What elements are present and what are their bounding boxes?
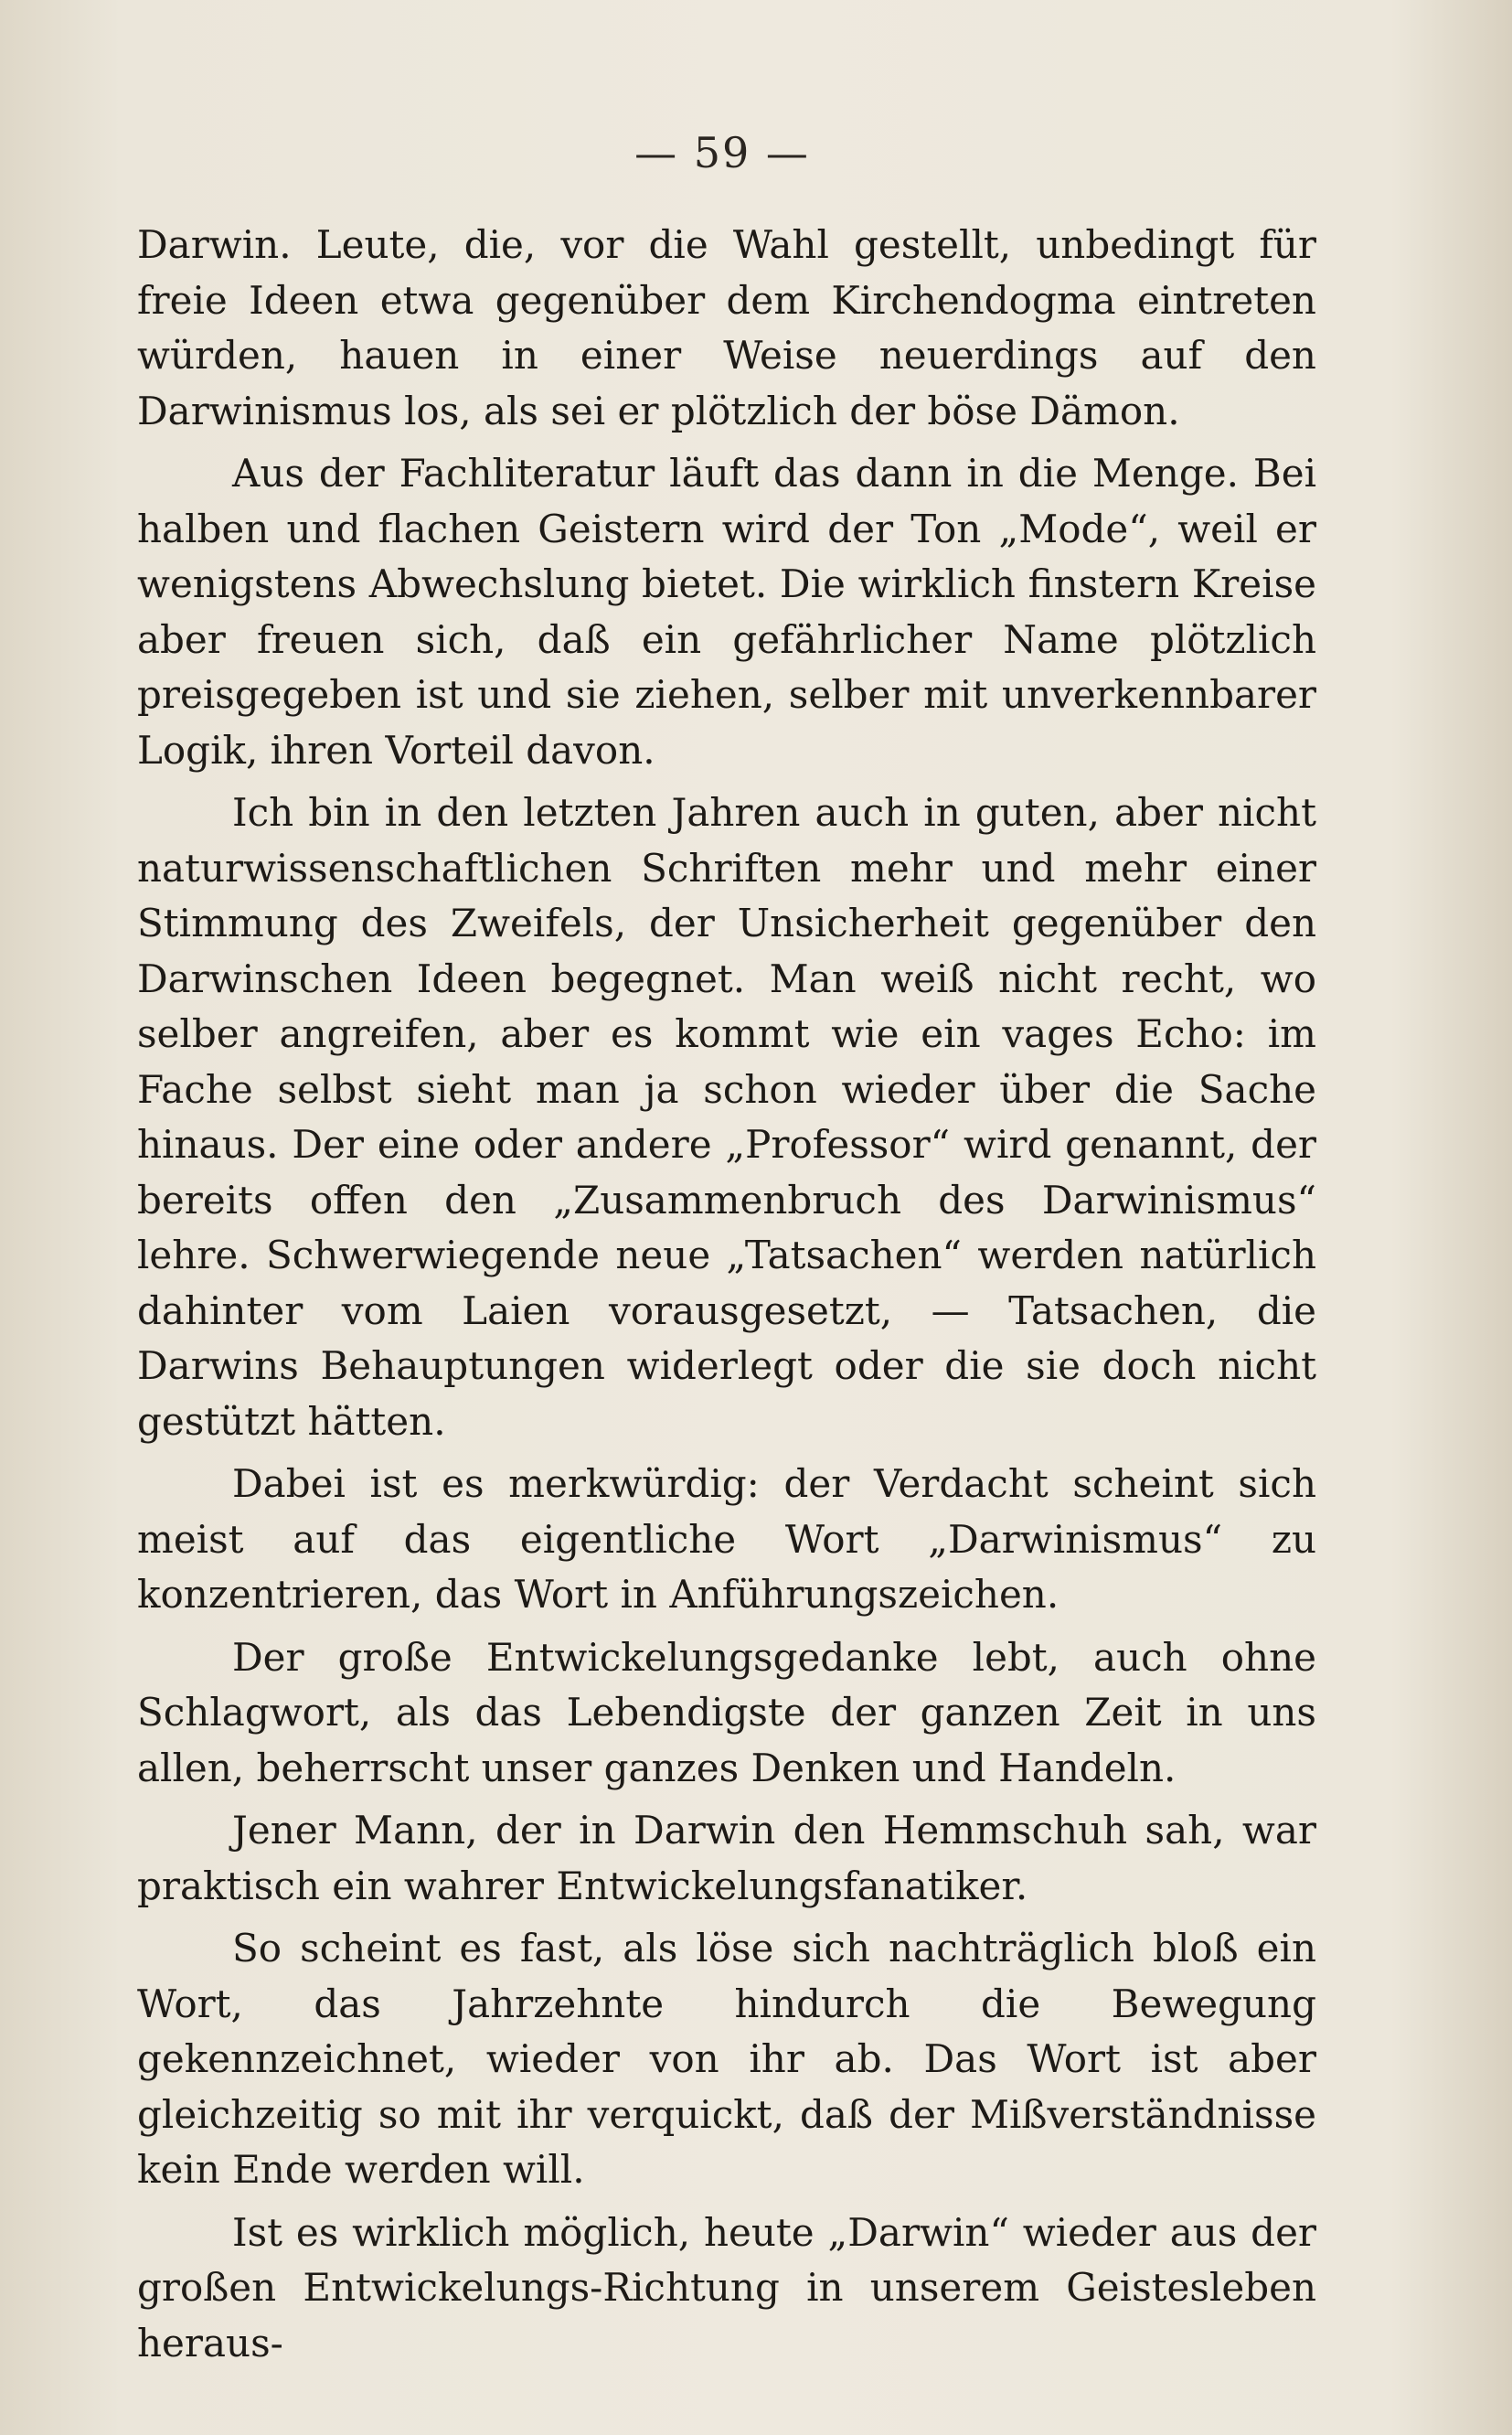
paragraph-5: Der große Entwickelungsgedanke lebt, auch ohne Schlagwort, als das Lebendigste der ganzen Zeit in uns allen, beherrscht unser ganzes Denken und Handeln. <box>137 1634 1316 1790</box>
paragraph-6: Jener Mann, der in Darwin den Hemmschuh sah, war praktisch ein wahrer Entwickelungsfanatiker. <box>137 1808 1316 1908</box>
paragraph-1: Darwin. Leute, die, vor die Wahl gestellt, unbedingt für freie Ideen etwa gegenüber dem Kirchendogma eintreten würden, hauen in einer Weise neuerdings auf den Darwinismus los, als sei er plötzlich der böse Dämon. <box>137 222 1316 433</box>
paragraph-8: Ist es wirklich möglich, heute „Darwin“ wieder aus der großen Entwickelungs-Richtung in unserem Geistesleben heraus- <box>137 2209 1316 2366</box>
paragraph-4: Dabei ist es merkwürdig: der Verdacht scheint sich meist auf das eigentliche Wort „Darwinismus“ zu konzentrieren, das Wort in Anführungszeichen. <box>137 1461 1316 1617</box>
paragraph-7: So scheint es fast, als löse sich nachträglich bloß ein Wort, das Jahrzehnte hindurch die Bewegung gekennzeichnet, wieder von ihr ab. Das Wort ist aber gleichzeitig so mit ihr verquickt, daß der Mißverständnisse kein Ende werden will. <box>137 1926 1316 2192</box>
paragraph-2: Aus der Fachliteratur läuft das dann in die Menge. Bei halben und flachen Geistern wird der Ton „Mode“, weil er wenigstens Abwechslung bietet. Die wirklich finstern Kreise aber freuen sich, daß ein gefährlicher Name plötzlich preisgegeben ist und sie ziehen, selber mit unverkennbarer Logik, ihren Vorteil davon. <box>137 451 1316 773</box>
page-number: — 59 — <box>634 128 810 177</box>
body-text <box>137 218 1316 2378</box>
paragraph-3: Ich bin in den letzten Jahren auch in guten, aber nicht naturwissenschaftlichen Schriften mehr und mehr einer Stimmung des Zweifels, der Unsicherheit gegenüber den Darwinschen Ideen begegnet. Man weiß nicht recht, wo selber angreifen, aber es kommt wie ein vages Echo: im Fache selbst sieht man ja schon wieder über die Sache hinaus. Der eine oder andere „Professor“ wird genannt, der bereits offen den „Zusammenbruch des Darwinismus“ lehre. Schwerwiegende neue „Tatsachen“ werden natürlich dahinter vom Laien vorausgesetzt, — Tatsachen, die Darwins Behauptungen widerlegt oder die sie doch nicht gestützt hätten. <box>137 790 1316 1444</box>
